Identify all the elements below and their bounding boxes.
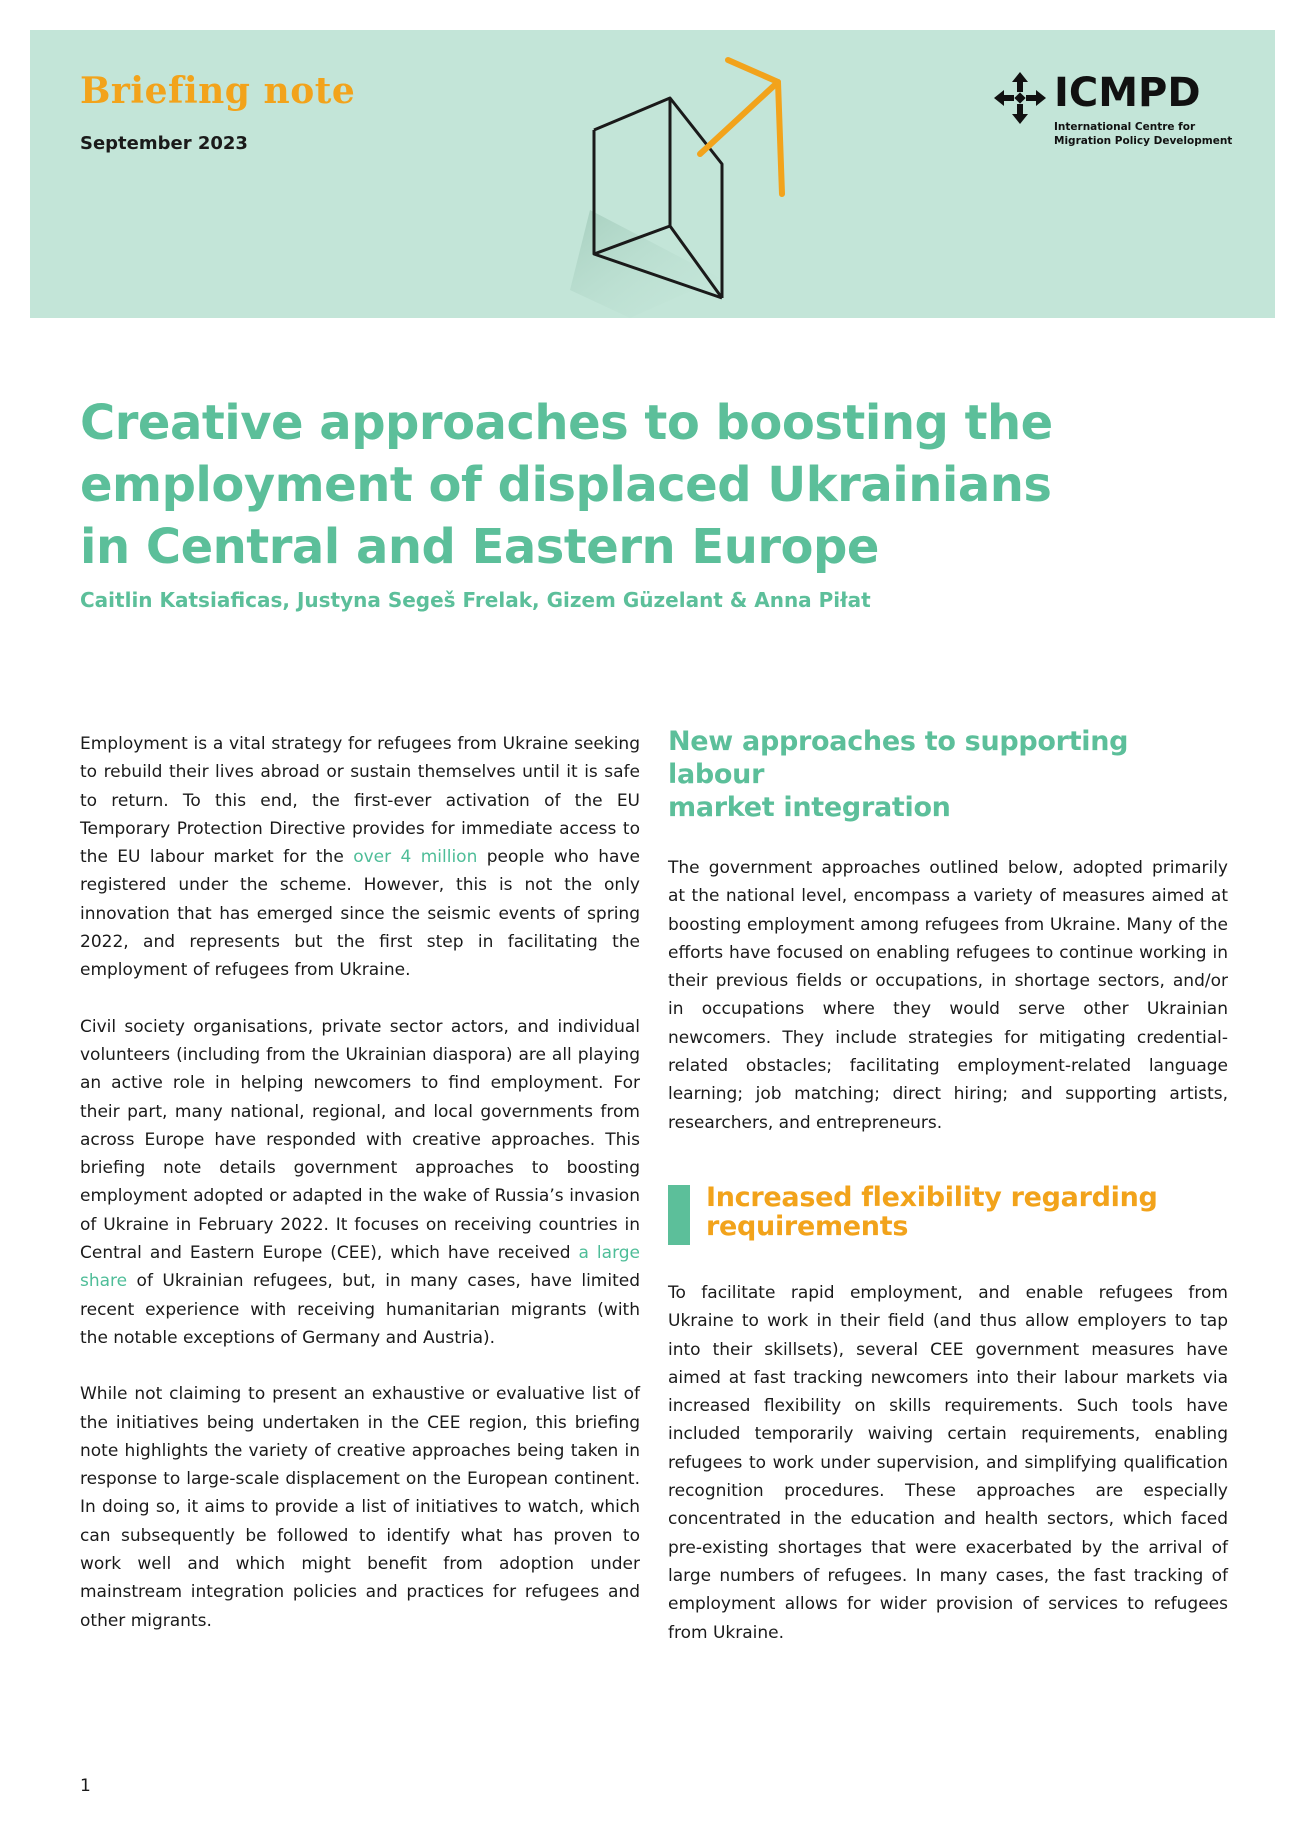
subsection-heading-line: Increased flexibility regarding <box>706 1181 1158 1213</box>
logo-subtitle <box>1054 120 1234 148</box>
page-number: 1 <box>80 1776 91 1796</box>
title-line: employment of displaced Ukrainians <box>80 457 1052 513</box>
subsection-heading-text <box>706 1183 1228 1241</box>
subsection-heading <box>668 1183 1228 1241</box>
body-paragraph: While not claiming to present an exhaustive or evaluative list of the initiatives being undertaken in the CEE region, this briefing note highlights the variety of creative approaches being taken in response to large-scale displacement on the European continent. In doing so, it aims to provide a list of initiatives to watch, which can subsequently be followed to identify what has proven to work well and which might benefit from adoption under mainstream integration policies and practices for refugees and other migrants. <box>80 1384 640 1631</box>
page-title <box>80 392 1080 578</box>
title-line: Creative approaches to boosting the <box>80 395 1053 451</box>
over-4-million-link[interactable]: over 4 million <box>353 847 478 868</box>
body-paragraph: The government approaches outlined below, adopted primarily at the national level, encompass a variety of measures aimed at boosting employment among refugees from Ukraine. Many of the efforts have focused on enabling refugees to continue working in their previous fields or occupations, in shortage sectors, and/or in occupations where they would serve other Ukrainian newcomers. They include strategies for mitigating credential-related obstacles; facilitating employment-related language learning; job matching; direct hiring; and supporting artists, researchers, and entrepreneurs. <box>668 858 1228 1133</box>
paragraph-text: people who have registered under the scheme. However, this is not the only innovation that has emerged since the seismic events of spring 2022, and represents but the first step in facilitating the employment of refugees from Ukraine. <box>80 847 640 981</box>
left-column <box>80 730 640 1663</box>
briefing-note-label: Briefing note <box>80 70 356 112</box>
section-heading-line: market integration <box>668 792 951 823</box>
body-paragraph <box>80 730 640 985</box>
paragraph-text: Civil society organisations, private sector actors, and individual volunteers (including from the Ukrainian diaspora) are all playing an active role in helping newcomers to find employment. For their part, many national, regional, and local governments from across Europe have responded with creative approaches. This briefing note details government approaches to boosting employment adopted or adapted in the wake of Russia’s invasion of Ukraine in February 2022. It focuses on receiving countries in Central and Eastern Europe (CEE), which have received <box>80 1016 640 1264</box>
paragraph-text: Employment is a vital strategy for refugees from Ukraine seeking to rebuild their lives abroad or sustain themselves until it is safe to return. To this end, the first-ever activation of the EU Temporary Protection Directive provides for immediate access to the EU labour market for the <box>80 734 640 868</box>
open-box-illustration-icon <box>570 30 790 318</box>
title-line: in Central and Eastern Europe <box>80 519 879 575</box>
logo-subtitle-line: Migration Policy Development <box>1054 135 1233 147</box>
arrows-cross-logo-icon <box>992 70 1048 126</box>
large-share-link[interactable]: a large share <box>80 1243 641 1292</box>
body-paragraph <box>80 1013 640 1353</box>
section-heading <box>668 725 1228 824</box>
right-column <box>668 725 1228 1675</box>
authors-line: Caitlin Katsiaficas, Justyna Segeš Frelak, Gizem Güzelant & Anna Piłat <box>80 588 871 612</box>
paragraph-text: of Ukrainian refugees, but, in many cases, have limited recent experience with receiving humanitarian migrants (with the notable exceptions of Germany and Austria). <box>80 1271 640 1348</box>
subsection-heading-line: requirements <box>706 1210 909 1242</box>
icmpd-logo <box>992 70 1232 150</box>
heading-accent-bar <box>668 1185 690 1245</box>
publication-date: September 2023 <box>80 133 248 154</box>
header-banner <box>30 30 1275 318</box>
body-paragraph: To facilitate rapid employment, and enable refugees from Ukraine to work in their field (and thus allow employers to tap into their skillsets), several CEE government measures have aimed at fast tracking newcomers into their labour markets via increased flexibility on skills requirements. Such tools have included temporarily waiving certain requirements, enabling refugees to work under supervision, and simplifying qualification recognition procedures. These approaches are especially concentrated in the education and health sectors, which faced pre-existing shortages that were exacerbated by the arrival of large numbers of refugees. In many cases, the fast tracking of employment allows for wider provision of services to refugees from Ukraine. <box>668 1282 1228 1643</box>
section-heading-line: New approaches to supporting labour <box>668 726 1129 790</box>
orange-arrow-icon <box>700 60 782 194</box>
logo-wordmark: ICMPD <box>1054 70 1201 116</box>
logo-subtitle-line: International Centre for <box>1054 121 1196 133</box>
